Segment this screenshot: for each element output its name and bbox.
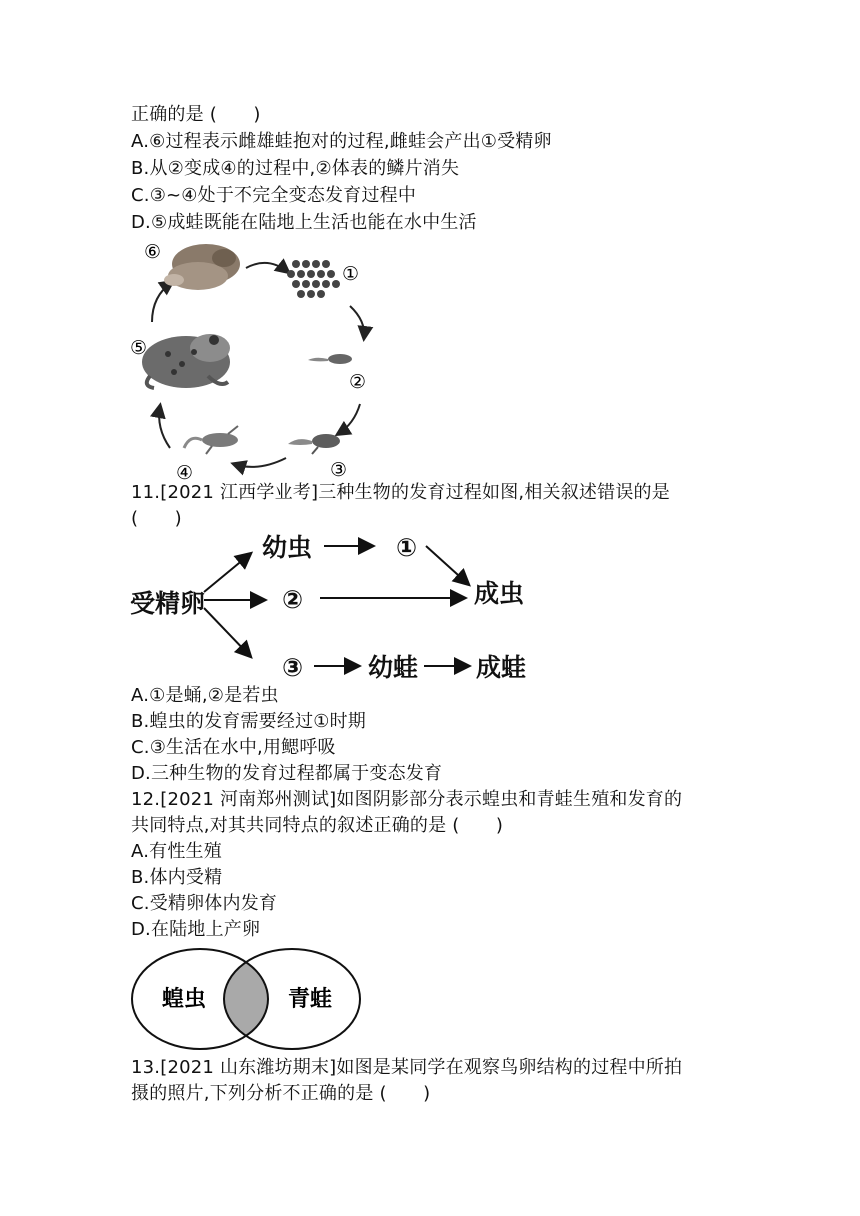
- tadpole-image: [308, 354, 352, 364]
- q11-stem-line2: ( ): [131, 508, 182, 529]
- froglet-image: [184, 426, 238, 454]
- node-1: ①: [396, 533, 418, 562]
- venn-right-label: 青蛙: [288, 987, 333, 1012]
- adult-frog-image: [142, 334, 230, 388]
- q10-option-a[interactable]: A.⑥过程表示雌雄蛙抱对的过程,雌蛙会产出①受精卵: [131, 131, 552, 152]
- label-3: ③: [330, 459, 348, 481]
- q11-stem-line1: 11.[2021 江西学业考]三种生物的发育过程如图,相关叙述错误的是: [131, 482, 670, 503]
- label-5: ⑤: [130, 337, 148, 359]
- q12-option-a[interactable]: A.有性生殖: [131, 841, 222, 862]
- q11-option-b[interactable]: B.蝗虫的发育需要经过①时期: [131, 711, 367, 732]
- label-4: ④: [176, 462, 194, 484]
- q10-option-d[interactable]: D.⑤成蛙既能在陆地上生活也能在水中生活: [131, 212, 477, 233]
- q13-stem-line2: 摄的照片,下列分析不正确的是 ( ): [131, 1083, 431, 1104]
- venn-diagram: [128, 944, 364, 1054]
- frog-eggs-image: [287, 260, 340, 298]
- q12-option-d[interactable]: D.在陆地上产卵: [131, 919, 261, 940]
- q12-option-b[interactable]: B.体内受精: [131, 867, 223, 888]
- node-larva: 幼虫: [262, 533, 313, 562]
- node-fertilized-egg: 受精卵: [130, 589, 206, 618]
- venn-left-label: 蝗虫: [162, 987, 207, 1012]
- q11-option-c[interactable]: C.③生活在水中,用鳃呼吸: [131, 737, 336, 758]
- development-flow-diagram: [128, 530, 528, 682]
- tadpole-legs-image: [288, 434, 340, 454]
- node-2: ②: [282, 585, 304, 614]
- q12-option-c[interactable]: C.受精卵体内发育: [131, 893, 278, 914]
- q10-stem-tail: 正确的是 ( ): [131, 104, 261, 125]
- q12-stem-line2: 共同特点,对其共同特点的叙述正确的是 ( ): [131, 815, 504, 836]
- node-3: ③: [282, 653, 304, 682]
- mating-frogs-image: [164, 244, 240, 290]
- label-1: ①: [342, 263, 360, 285]
- node-young-frog: 幼蛙: [368, 653, 419, 682]
- q13-stem-line1: 13.[2021 山东潍坊期末]如图是某同学在观察鸟卵结构的过程中所拍: [131, 1057, 683, 1078]
- node-adult: 成虫: [474, 579, 525, 608]
- frog-life-cycle-figure: [128, 236, 378, 486]
- label-2: ②: [348, 371, 366, 393]
- q12-stem-line1: 12.[2021 河南郑州测试]如图阴影部分表示蝗虫和青蛙生殖和发育的: [131, 789, 683, 810]
- q10-option-b[interactable]: B.从②变成④的过程中,②体表的鳞片消失: [131, 158, 460, 179]
- q11-option-d[interactable]: D.三种生物的发育过程都属于变态发育: [131, 763, 443, 784]
- node-frog: 成蛙: [476, 653, 527, 682]
- q10-option-c[interactable]: C.③~④处于不完全变态发育过程中: [131, 185, 417, 206]
- q11-option-a[interactable]: A.①是蛹,②是若虫: [131, 685, 279, 706]
- label-6: ⑥: [144, 241, 162, 263]
